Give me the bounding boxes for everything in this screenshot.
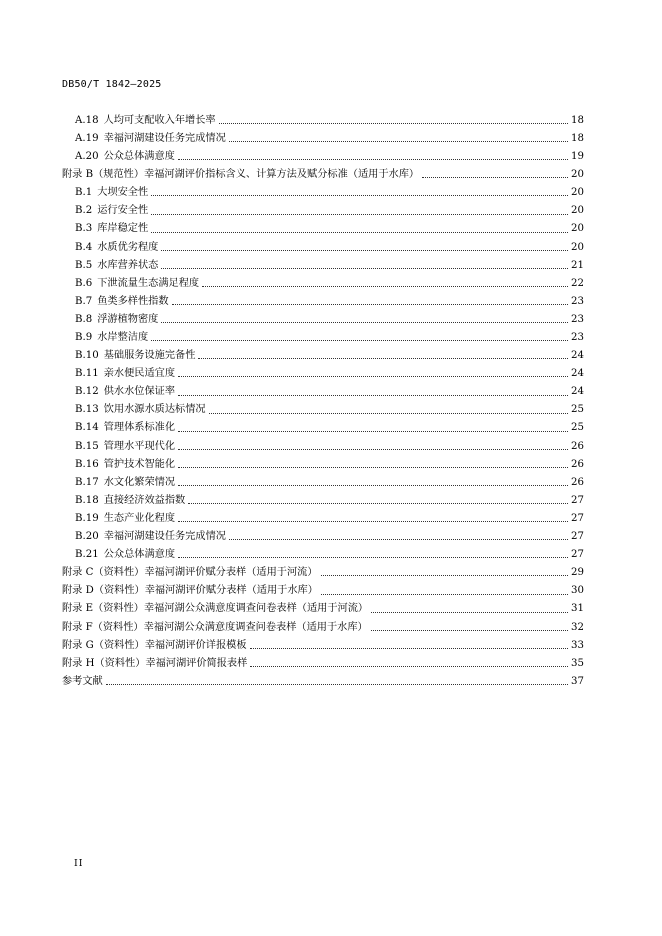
toc-entry-label xyxy=(75,315,159,325)
toc-entry-page: 27 xyxy=(571,494,584,506)
dot-leader xyxy=(172,303,569,305)
toc-entry[interactable] xyxy=(62,416,584,434)
toc-entry-title: 基础服务设施完备性 xyxy=(103,350,196,362)
toc-entry-label xyxy=(75,188,149,198)
dot-leader xyxy=(229,538,568,540)
toc-entry-title: 幸福河湖建设任务完成情况 xyxy=(103,132,226,144)
toc-entry-title: 水文化繁荣情况 xyxy=(103,476,176,488)
dot-leader xyxy=(209,412,568,414)
toc-entry[interactable] xyxy=(62,470,584,488)
dot-leader xyxy=(178,466,568,468)
dot-leader xyxy=(178,394,568,396)
toc-entry[interactable] xyxy=(62,307,584,325)
toc-entry-label xyxy=(62,568,319,578)
dot-leader xyxy=(250,647,568,649)
dot-leader xyxy=(422,176,568,178)
toc-entry-number: A.20 xyxy=(75,151,99,163)
toc-entry-page: 18 xyxy=(571,132,584,144)
toc-entry-page: 19 xyxy=(571,151,584,163)
toc-entry-page: 29 xyxy=(571,567,584,579)
toc-entry-page: 23 xyxy=(571,313,584,325)
toc-entry-title: 供水水位保证率 xyxy=(103,386,176,398)
toc-entry[interactable] xyxy=(62,217,584,235)
toc-entry-number: B.12 xyxy=(75,386,99,398)
toc-entry[interactable] xyxy=(62,524,584,542)
toc-entry-label xyxy=(75,297,170,307)
dot-leader xyxy=(151,231,568,233)
toc-entry-page: 24 xyxy=(571,386,584,398)
dot-leader xyxy=(321,574,569,576)
toc-entry-title: 水质优劣程度 xyxy=(97,241,159,253)
toc-entry-page: 30 xyxy=(571,585,584,597)
toc-entry-label xyxy=(75,243,159,253)
toc-entry[interactable] xyxy=(62,126,584,144)
toc-entry-label xyxy=(75,442,176,452)
toc-entry-number: B.2 xyxy=(75,205,93,217)
toc-entry-page: 26 xyxy=(571,458,584,470)
toc-entry-label xyxy=(75,261,159,271)
toc-entry[interactable] xyxy=(62,560,584,578)
toc-entry-title: 公众总体满意度 xyxy=(103,549,176,561)
toc-entry-title: 亲水便民适宜度 xyxy=(103,368,176,380)
toc-entry[interactable] xyxy=(62,398,584,416)
toc-entry-page: 26 xyxy=(571,440,584,452)
toc-entry-label xyxy=(75,496,186,506)
toc-entry-page: 20 xyxy=(571,205,584,217)
toc-entry-page: 25 xyxy=(571,422,584,434)
toc-entry-title: 附录 B（规范性）幸福河湖评价指标含义、计算方法及赋分标准（适用于水库） xyxy=(62,169,420,181)
dot-leader xyxy=(178,158,568,160)
toc-entry-page: 37 xyxy=(571,675,584,687)
toc-entry-page: 18 xyxy=(571,114,584,126)
dot-leader xyxy=(161,321,568,323)
dot-leader xyxy=(219,122,568,124)
toc-entry[interactable] xyxy=(62,343,584,361)
table-of-contents xyxy=(62,108,584,687)
toc-entry-number: B.10 xyxy=(75,350,99,362)
dot-leader xyxy=(151,194,568,196)
toc-entry-label xyxy=(62,659,248,669)
page-number: II xyxy=(74,858,84,869)
toc-entry-title: 附录 G（资料性）幸福河湖评价详报模板 xyxy=(62,639,247,651)
toc-entry-page: 23 xyxy=(571,332,584,344)
toc-entry-title: 附录 F（资料性）幸福河湖公众满意度调查问卷表样（适用于水库） xyxy=(62,621,368,633)
toc-entry-number: B.7 xyxy=(75,295,93,307)
toc-entry-label xyxy=(75,152,176,162)
toc-entry-page: 32 xyxy=(571,621,584,633)
toc-entry-title: 大坝安全性 xyxy=(97,187,149,199)
toc-entry-title: 饮用水源水质达标情况 xyxy=(103,404,206,416)
toc-entry-number: B.17 xyxy=(75,476,99,488)
toc-entry[interactable] xyxy=(62,452,584,470)
toc-entry[interactable] xyxy=(62,162,584,180)
toc-entry-label xyxy=(62,641,248,651)
toc-entry[interactable] xyxy=(62,325,584,343)
toc-entry-label xyxy=(75,333,149,343)
toc-entry-page: 23 xyxy=(571,295,584,307)
toc-entry-label xyxy=(75,550,176,560)
toc-entry[interactable] xyxy=(62,578,584,596)
toc-entry-title: 公众总体满意度 xyxy=(103,151,175,163)
toc-entry-title: 管理水平现代化 xyxy=(103,440,176,452)
toc-entry-title: 参考文献 xyxy=(62,675,103,687)
toc-entry-title: 库岸稳定性 xyxy=(97,223,149,235)
toc-entry-title: 直接经济效益指数 xyxy=(103,494,186,506)
toc-entry[interactable] xyxy=(62,506,584,524)
dot-leader xyxy=(178,520,568,522)
toc-entry-number: B.21 xyxy=(75,549,99,561)
toc-entry-number: A.18 xyxy=(75,114,99,126)
dot-leader xyxy=(106,683,568,685)
toc-entry[interactable] xyxy=(62,488,584,506)
toc-entry-label xyxy=(62,677,104,687)
toc-entry[interactable] xyxy=(62,253,584,271)
toc-entry-title: 浮游植物密度 xyxy=(97,313,159,325)
dot-leader xyxy=(151,213,568,215)
toc-entry-title: 下泄流量生态满足程度 xyxy=(97,277,200,289)
dot-leader xyxy=(371,611,568,613)
toc-entry-page: 26 xyxy=(571,476,584,488)
toc-entry-title: 生态产业化程度 xyxy=(103,512,176,524)
toc-entry-page: 20 xyxy=(571,169,584,181)
dot-leader xyxy=(161,267,568,269)
toc-entry[interactable] xyxy=(62,434,584,452)
toc-entry-number: B.18 xyxy=(75,494,99,506)
toc-entry[interactable] xyxy=(62,542,584,560)
toc-entry-label xyxy=(75,405,207,415)
toc-entry[interactable] xyxy=(62,289,584,307)
toc-entry-number: B.9 xyxy=(75,332,93,344)
toc-entry-label xyxy=(75,514,176,524)
toc-entry[interactable] xyxy=(62,615,584,633)
toc-entry-label xyxy=(75,351,196,361)
toc-entry-title: 附录 D（资料性）幸福河湖评价赋分表样（适用于水库） xyxy=(62,585,318,597)
toc-entry-title: 运行安全性 xyxy=(97,205,149,217)
toc-entry-label xyxy=(75,116,217,126)
toc-entry-number: B.11 xyxy=(75,368,99,380)
dot-leader xyxy=(151,339,568,341)
dot-leader xyxy=(178,375,568,377)
toc-entry[interactable] xyxy=(62,180,584,198)
toc-entry-number: B.14 xyxy=(75,422,99,434)
toc-entry-page: 27 xyxy=(571,512,584,524)
toc-entry-number: B.13 xyxy=(75,404,99,416)
dot-leader xyxy=(178,448,568,450)
toc-entry-title: 管理体系标准化 xyxy=(103,422,176,434)
dot-leader xyxy=(198,357,568,359)
toc-entry-number: B.4 xyxy=(75,241,93,253)
toc-entry-title: 附录 C（资料性）幸福河湖评价赋分表样（适用于河流） xyxy=(62,567,318,579)
toc-entry-title: 人均可支配收入年增长率 xyxy=(103,114,216,126)
toc-entry-page: 21 xyxy=(571,259,584,271)
document-code: DB50/T 1842—2025 xyxy=(62,79,162,90)
toc-entry[interactable] xyxy=(62,669,584,687)
toc-entry-page: 20 xyxy=(571,187,584,199)
toc-entry-label xyxy=(62,623,369,633)
toc-entry-label xyxy=(62,604,369,614)
toc-entry-number: B.8 xyxy=(75,313,93,325)
toc-entry-label xyxy=(75,423,176,433)
toc-entry-page: 24 xyxy=(571,350,584,362)
toc-entry-label xyxy=(75,460,176,470)
toc-entry-page: 27 xyxy=(571,531,584,543)
toc-entry[interactable] xyxy=(62,198,584,216)
toc-entry-number: B.16 xyxy=(75,458,99,470)
dot-leader xyxy=(250,665,568,667)
toc-entry-number: B.3 xyxy=(75,223,93,235)
toc-entry-label xyxy=(75,478,176,488)
toc-entry-page: 31 xyxy=(571,603,584,615)
dot-leader xyxy=(178,556,568,558)
toc-entry[interactable] xyxy=(62,144,584,162)
toc-entry-page: 24 xyxy=(571,368,584,380)
dot-leader xyxy=(371,629,568,631)
toc-entry-page: 20 xyxy=(571,223,584,235)
toc-entry[interactable] xyxy=(62,633,584,651)
dot-leader xyxy=(202,285,568,287)
toc-entry-number: B.20 xyxy=(75,531,99,543)
toc-entry-title: 幸福河湖建设任务完成情况 xyxy=(103,531,226,543)
toc-entry[interactable] xyxy=(62,361,584,379)
toc-entry-number: B.1 xyxy=(75,187,93,199)
dot-leader xyxy=(321,593,568,595)
toc-entry-title: 附录 H（资料性）幸福河湖评价简报表样 xyxy=(62,657,248,669)
toc-entry-title: 鱼类多样性指数 xyxy=(97,295,169,307)
toc-entry-label xyxy=(75,279,200,289)
toc-entry-number: B.5 xyxy=(75,259,93,271)
dot-leader xyxy=(178,484,568,486)
toc-entry[interactable] xyxy=(62,597,584,615)
toc-entry-label xyxy=(75,206,149,216)
toc-entry-label xyxy=(75,532,227,542)
toc-entry-label xyxy=(75,224,149,234)
toc-entry[interactable] xyxy=(62,271,584,289)
toc-entry[interactable] xyxy=(62,235,584,253)
toc-entry-page: 33 xyxy=(571,639,584,651)
toc-entry-label xyxy=(75,134,227,144)
toc-entry-page: 27 xyxy=(571,549,584,561)
toc-entry-page: 25 xyxy=(571,404,584,416)
dot-leader xyxy=(178,430,568,432)
toc-entry-page: 20 xyxy=(571,241,584,253)
toc-entry-number: B.15 xyxy=(75,440,99,452)
toc-entry[interactable] xyxy=(62,651,584,669)
toc-entry-label xyxy=(75,387,176,397)
dot-leader xyxy=(188,502,568,504)
toc-entry-page: 35 xyxy=(571,657,584,669)
toc-entry[interactable] xyxy=(62,108,584,126)
toc-entry-label xyxy=(62,170,420,180)
dot-leader xyxy=(161,249,568,251)
toc-entry-number: A.19 xyxy=(75,132,99,144)
toc-entry-title: 附录 E（资料性）幸福河湖公众满意度调查问卷表样（适用于河流） xyxy=(62,603,369,615)
toc-entry[interactable] xyxy=(62,379,584,397)
toc-entry-label xyxy=(62,586,319,596)
toc-entry-title: 管护技术智能化 xyxy=(103,458,176,470)
toc-entry-title: 水库营养状态 xyxy=(97,259,159,271)
toc-entry-page: 22 xyxy=(571,277,584,289)
toc-entry-number: B.19 xyxy=(75,512,99,524)
toc-entry-title: 水岸整洁度 xyxy=(97,332,149,344)
toc-entry-number: B.6 xyxy=(75,277,93,289)
dot-leader xyxy=(229,140,568,142)
toc-entry-label xyxy=(75,369,176,379)
